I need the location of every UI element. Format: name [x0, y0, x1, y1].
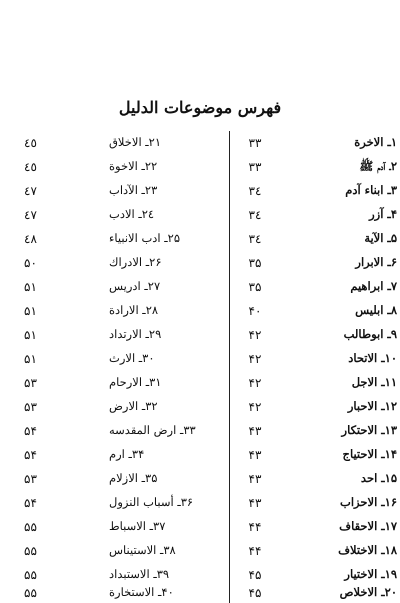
- index-entry-title: ٩ـ ابوطالب: [343, 327, 397, 342]
- index-entry-page: ۴٣: [248, 496, 262, 510]
- index-entry-page: ٣٣: [248, 136, 262, 150]
- index-row: [24, 131, 397, 155]
- index-row: [24, 491, 397, 515]
- index-row: [24, 227, 397, 251]
- index-entry-title: ١٣ـ الاحتكار: [341, 423, 397, 438]
- index-entry-title: ٢١ـ الاخلاق: [93, 131, 230, 155]
- index-entry-title: ١۶ـ الاحزاب: [340, 495, 397, 510]
- index-entry-title: ١٧ـ الاحقاف: [339, 519, 397, 534]
- index-entry-page: ۵١: [24, 280, 37, 294]
- index-entry-page: ٣٣: [248, 160, 262, 174]
- index-entry-title: ٣۵ـ الازلام: [93, 467, 230, 491]
- index-entry-title: ١۵ـ احد: [360, 471, 397, 486]
- index-entry-title: ٢٣ـ الآداب: [93, 179, 230, 203]
- index-entry-title: ٢٩ـ الارتداد: [93, 323, 230, 347]
- index-entry-page: ۴٢: [248, 328, 262, 342]
- index-entry-title: ٧ـ ابراهيم: [350, 279, 397, 294]
- index-entry-page: ۵۴: [24, 496, 37, 510]
- index-row: [24, 203, 397, 227]
- index-entry-page: ٣۵: [248, 256, 262, 270]
- index-entry-page: ۴٣: [248, 472, 262, 486]
- index-entry-title: ٢ـ آدم ﷺ: [359, 159, 397, 174]
- index-entry-title: ١۴ـ الاحتياج: [342, 447, 397, 462]
- index-entry-title: ١٨ـ الاختلاف: [338, 543, 397, 558]
- index-entry-title: ٢٢ـ الاخوة: [93, 155, 230, 179]
- index-row: [24, 299, 397, 323]
- index-row: [24, 419, 397, 443]
- index-entry-page: ۴٢: [248, 376, 262, 390]
- index-entry-title: ٣٩ـ الاستبداد: [93, 563, 230, 587]
- index-entry-page: ۵۵: [24, 568, 37, 582]
- index-row: [24, 347, 397, 371]
- index-entry-title: ١٠ـ الاتحاد: [348, 351, 397, 366]
- index-entry-title: ۶ـ الابرار: [355, 255, 397, 270]
- index-row: [24, 275, 397, 299]
- index-entry-page: ۵١: [24, 304, 37, 318]
- index-entry-page: ۵۴: [24, 424, 37, 438]
- index-entry-page: ۵۵: [24, 544, 37, 558]
- index-entry-title: ٣٠ـ الارث: [93, 347, 230, 371]
- index-entry-page: ۴٢: [248, 352, 262, 366]
- index-row: [24, 563, 397, 587]
- index-row: [24, 515, 397, 539]
- index-entry-title: ١ـ الاخرة: [354, 135, 397, 150]
- index-entry-title: ۴٠ـ الاستخارة: [93, 587, 230, 603]
- index-entry-title: ٢۶ـ الادراك: [93, 251, 230, 275]
- index-entry-page: ٣۵: [248, 280, 262, 294]
- index-row: [24, 179, 397, 203]
- index-entry-title: ١٢ـ الاحبار: [347, 399, 397, 414]
- index-entry-page: ٤٨: [24, 232, 37, 246]
- index-entry-title: ١١ـ الاجل: [351, 375, 397, 390]
- index-entry-title: ٢٠ـ الاخلاص: [339, 587, 397, 599]
- index-entry-title: ٣٢ـ الارض: [93, 395, 230, 419]
- index-entry-page: ۵٣: [24, 376, 37, 390]
- index-entry-title: ٨ـ ابليس: [355, 303, 397, 318]
- index-entry-page: ۴۴: [248, 544, 262, 558]
- index-row: [24, 467, 397, 491]
- index-entry-title: ٢۵ـ ادب الانبياء: [93, 227, 230, 251]
- index-entry-page: ۵١: [24, 328, 37, 342]
- index-entry-page: ۴٣: [248, 448, 262, 462]
- index-entry-page: ۵٣: [24, 472, 37, 486]
- index-entry-title: ٣ـ ابناء آدم: [345, 183, 397, 198]
- index-entry-page: ٣٤: [248, 208, 262, 222]
- index-entry-title: ٣۴ـ ارم: [93, 443, 230, 467]
- index-entry-page: ۵۵: [24, 587, 37, 600]
- index-entry-title: ٣١ـ الارحام: [93, 371, 230, 395]
- index-entry-title: ٢٤ـ الادب: [93, 203, 230, 227]
- index-row: [24, 251, 397, 275]
- index-table: [24, 131, 397, 603]
- index-entry-title: ٣٨ـ الاستيناس: [93, 539, 230, 563]
- index-entry-page: ٤٧: [24, 208, 37, 222]
- index-entry-page: ۵٠: [24, 256, 37, 270]
- index-body: [24, 131, 397, 603]
- index-entry-page: ٤٥: [24, 160, 37, 174]
- index-row: [24, 155, 397, 179]
- index-row: [24, 443, 397, 467]
- index-row: [24, 587, 397, 603]
- index-entry-page: ۴۵: [248, 587, 262, 600]
- index-entry-page: ۴۴: [248, 520, 262, 534]
- index-entry-title: ٣٣ـ ارض المقدسه: [93, 419, 230, 443]
- page-title: فهرس موضوعات الدليل: [118, 98, 282, 117]
- index-entry-title: ۵ـ الآية: [364, 231, 397, 246]
- index-entry-title: ٣۶ـ أسباب النزول: [93, 491, 230, 515]
- index-entry-page: ۴٠: [248, 304, 262, 318]
- index-row: [24, 371, 397, 395]
- index-entry-page: ٣٤: [248, 232, 262, 246]
- index-entry-title: ١٩ـ الاختيار: [344, 567, 397, 582]
- index-entry-page: ٣٤: [248, 184, 262, 198]
- index-entry-title: ٢٧ـ ادريس: [93, 275, 230, 299]
- index-entry-page: ٤٧: [24, 184, 37, 198]
- index-entry-page: ۵٣: [24, 400, 37, 414]
- index-entry-page: ٤٥: [24, 136, 37, 150]
- index-entry-title: ٣٧ـ الاسباط: [93, 515, 230, 539]
- index-entry-page: ۵١: [24, 352, 37, 366]
- index-row: [24, 395, 397, 419]
- index-entry-title: ٢٨ـ الارادة: [93, 299, 230, 323]
- index-entry-page: ۴٢: [248, 400, 262, 414]
- index-entry-page: ۵۴: [24, 448, 37, 462]
- index-entry-page: ۴۵: [248, 568, 262, 582]
- index-row: [24, 539, 397, 563]
- index-entry-page: ۴٣: [248, 424, 262, 438]
- index-row: [24, 323, 397, 347]
- index-entry-page: ۵۵: [24, 520, 37, 534]
- index-entry-title: ۴ـ آزر: [369, 207, 397, 222]
